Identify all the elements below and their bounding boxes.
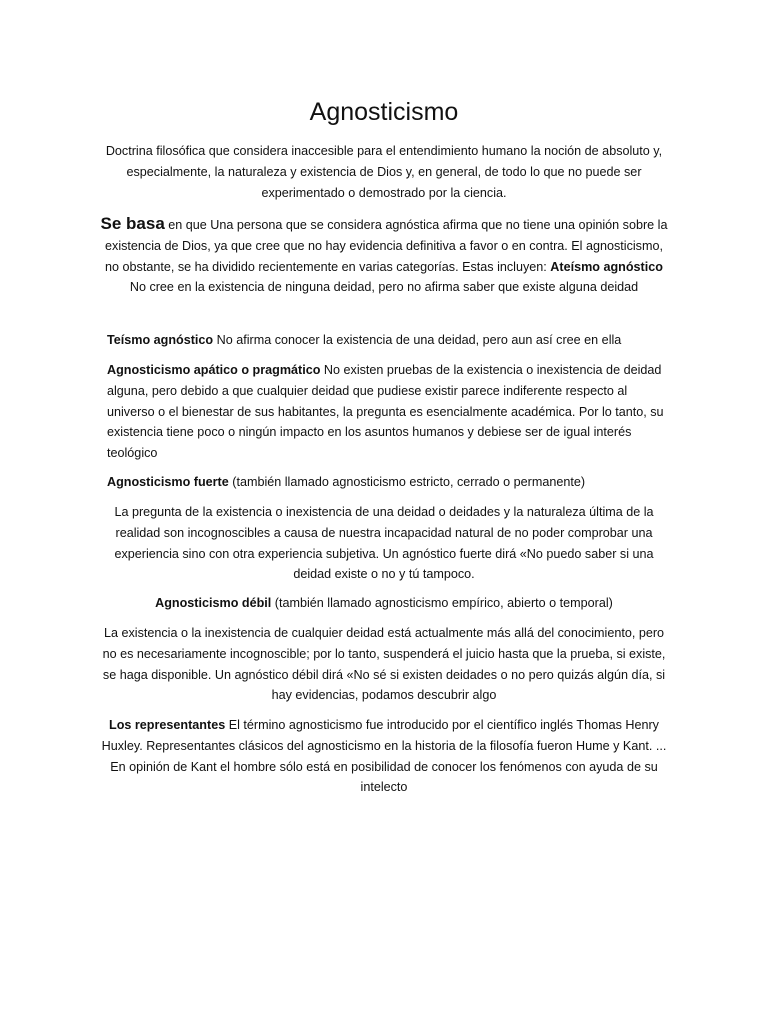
fuerte-heading-paragraph	[107, 472, 667, 493]
debil-heading-paragraph	[100, 593, 668, 614]
apatico-label: Agnosticismo apático o pragmático	[107, 363, 321, 377]
representantes-text: El término agnosticismo fue introducido por el científico inglés Thomas Henry Huxley. Representantes clásicos del agnosticismo en la historia de la filosofía fueron Hume y Kant. ... En opinión de Kant el hombre sólo está en posibilidad de conocer los fenómenos con ayuda de su intelecto	[101, 718, 667, 795]
fuerte-label: Agnosticismo fuerte	[107, 475, 229, 489]
teismo-paragraph	[107, 330, 667, 351]
apatico-text: No existen pruebas de la existencia o inexistencia de deidad alguna, pero debido a que cualquier deidad que pudiese existir parece indiferente respecto al universo o el bienestar de sus habitantes, la pregunta es esencialmente académica. Por lo tanto, su existencia tiene poco o ningún impacto en los asuntos humanos y debiese ser de igual interés teológico	[107, 363, 664, 461]
teismo-label: Teísmo agnóstico	[107, 333, 214, 347]
fuerte-body-paragraph: La pregunta de la existencia o inexistencia de una deidad o deidades y la naturaleza última de la realidad son incognoscibles a causa de nuestra incapacidad natural de no poder comprobar una experiencia sino con otra experiencia subjetiva. Un agnóstico fuerte dirá «No puedo saber si una deidad existe o no y tú tampoco.	[114, 505, 654, 582]
apatico-paragraph	[107, 360, 667, 464]
debil-label: Agnosticismo débil	[155, 596, 272, 610]
representantes-paragraph	[100, 715, 668, 798]
basa-text: en que Una persona que se considera agnóstica afirma que no tiene una opinión sobre la existencia de Dios, ya que cree que no hay evidencia definitiva a favor o en contra. El agnosticismo, no obstante, se ha dividido recientemente en varias categorías. Estas incluyen:	[105, 218, 668, 274]
basa-heading: Se basa	[100, 214, 165, 233]
ateismo-text: No cree en la existencia de ninguna deidad, pero no afirma saber que existe alguna deidad	[129, 280, 639, 295]
intro-paragraph: Doctrina filosófica que considera inaccesible para el entendimiento humano la noción de absoluto y, especialmente, la naturaleza y existencia de Dios y, en general, de todo lo que no puede ser experimentado o demostrado por la ciencia.	[105, 144, 663, 200]
basa-paragraph	[100, 214, 668, 298]
debil-body-paragraph: La existencia o la inexistencia de cualquier deidad está actualmente más allá del conocimiento, pero no es necesariamente incognoscible; por lo tanto, suspenderá el juicio hasta que la prueba, si existe, se haga disponible. Un agnóstico débil dirá «No sé si existen deidades o no pero quizás algún día, si hay evidencias, podamos descubrir algo	[102, 626, 666, 703]
debil-text: (también llamado agnosticismo empírico, abierto o temporal)	[271, 596, 613, 610]
representantes-label: Los representantes	[109, 718, 226, 732]
fuerte-text: (también llamado agnosticismo estricto, cerrado o permanente)	[228, 475, 586, 489]
page-title: Agnosticismo	[309, 98, 459, 126]
ateismo-label: Ateísmo agnóstico	[550, 259, 663, 274]
teismo-text: No afirma conocer la existencia de una deidad, pero aun así cree en ella	[213, 333, 622, 347]
